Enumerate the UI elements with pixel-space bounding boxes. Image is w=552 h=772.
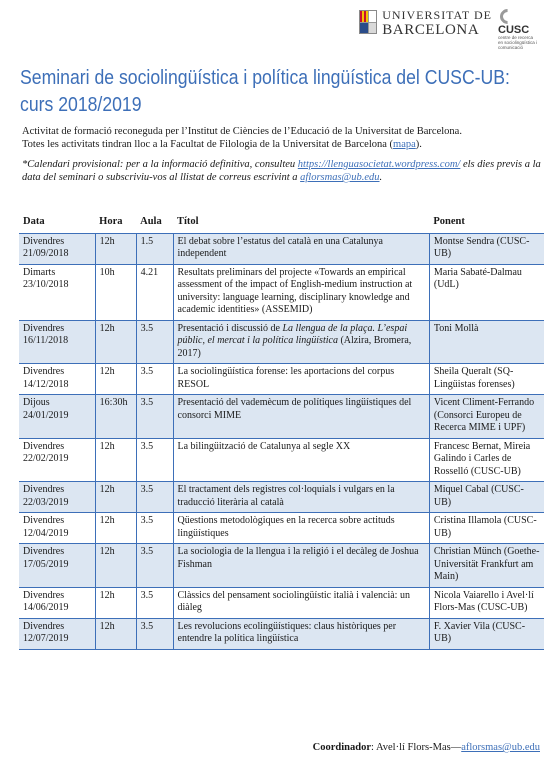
cell-ponent: Miquel Cabal (CUSC-UB) <box>429 482 544 513</box>
cell-hora: 12h <box>95 513 136 544</box>
table-row <box>19 233 544 264</box>
table-row <box>19 395 544 439</box>
titol-text: El debat sobre l’estatus del català en una Catalunya independent <box>177 235 383 259</box>
intro-line2 <box>22 138 540 151</box>
titol-text: Clàssics del pensament sociolingüístic italià i valencià: un diàleg <box>177 589 410 613</box>
header-logos <box>359 9 538 51</box>
table-header-row <box>19 213 544 233</box>
cell-ponent: Christian Münch (Goethe-Universität Frankfurt am Main) <box>429 544 544 588</box>
coordinator-line <box>313 742 540 753</box>
cell-aula: 1.5 <box>136 233 173 264</box>
cell-hora: 12h <box>95 438 136 482</box>
cell-aula: 3.5 <box>136 320 173 364</box>
cell-titol <box>173 364 429 395</box>
cell-ponent: Toni Mollà <box>429 320 544 364</box>
table-row <box>19 364 544 395</box>
cell-hora: 16:30h <box>95 395 136 439</box>
titol-text: Presentació i discussió de <box>177 322 283 334</box>
titol-text: Resultats preliminars del projecte «Towards an empirical assessment of the impact of English-medium instruction at university: language learning, disciplinary knowledge and academic identities» (ASSEMID) <box>177 266 413 315</box>
cusc-logo-name: CUSC <box>498 24 530 36</box>
cell-hora: 12h <box>95 482 136 513</box>
cell-date: Divendres 22/03/2019 <box>19 482 95 513</box>
cell-aula: 3.5 <box>136 618 173 649</box>
table-row <box>19 482 544 513</box>
coordinator-label: Coordinador <box>312 742 371 753</box>
cell-titol <box>173 587 429 618</box>
cell-hora: 12h <box>95 364 136 395</box>
cusc-logo-subtitle: centre de recerca en sociolingüística i comunicació <box>498 35 538 50</box>
cell-ponent: Nicola Vaiarello i Avel·lí Flors-Mas (CUSC-UB) <box>429 587 544 618</box>
cell-titol <box>173 513 429 544</box>
cell-ponent: Montse Sendra (CUSC-UB) <box>429 233 544 264</box>
table-row <box>19 618 544 649</box>
cell-aula: 3.5 <box>136 364 173 395</box>
cell-aula: 4.21 <box>136 264 173 320</box>
titol-text: Qüestions metodològiques en la recerca sobre actituds lingüístiques <box>177 515 395 539</box>
cell-titol <box>173 438 429 482</box>
titol-text-end: (Alzira, Bromera, 2017) <box>177 335 412 359</box>
cell-date: Divendres 17/05/2019 <box>19 544 95 588</box>
cell-titol <box>173 233 429 264</box>
map-link[interactable]: mapa <box>393 139 416 150</box>
cell-date: Divendres 12/04/2019 <box>19 513 95 544</box>
page-title: Seminari de sociolingüística i política lingüística del CUSC-UB: curs 2018/2019 <box>20 66 510 116</box>
cell-date: Divendres 21/09/2018 <box>19 233 95 264</box>
cell-hora: 12h <box>95 618 136 649</box>
ub-logo <box>359 9 492 38</box>
header-aula: Aula <box>136 213 173 233</box>
cell-titol <box>173 544 429 588</box>
table-row <box>19 513 544 544</box>
header-ponent: Ponent <box>429 213 544 233</box>
schedule-table <box>19 213 544 650</box>
header-titol: Títol <box>173 213 429 233</box>
cell-ponent: Sheila Queralt (SQ-Lingüistas forenses) <box>429 364 544 395</box>
cell-date: Divendres 14/06/2019 <box>19 587 95 618</box>
intro-line2-text: Totes les activitats tindran lloc a la Facultat de Filologia de la Universitat de Barcelona ( <box>22 139 394 150</box>
cell-aula: 3.5 <box>136 482 173 513</box>
cell-date: Divendres 14/12/2018 <box>19 364 95 395</box>
cell-aula: 3.5 <box>136 513 173 544</box>
note-text-1: *Calendari provisional: per a la informació definitiva, consulteu <box>22 159 298 170</box>
titol-book-title: La llengua de la plaça. L’espai públic, el mercat i la política lingüística <box>177 322 408 346</box>
provisional-note <box>22 158 544 184</box>
header-data: Data <box>19 213 95 233</box>
coordinator-email-link[interactable]: aflorsmas@ub.edu <box>461 742 540 753</box>
intro-line2-end: ). <box>415 139 422 150</box>
cell-ponent: Maria Sabaté-Dalmau (UdL) <box>429 264 544 320</box>
cell-ponent: Vicent Climent-Ferrando (Consorci Europeu de Recerca MIME i UPF) <box>429 395 544 439</box>
cell-titol <box>173 482 429 513</box>
table-row <box>19 438 544 482</box>
cell-hora: 12h <box>95 544 136 588</box>
titol-text: Les revolucions ecolingüístiques: claus històriques per entendre la política lingüística <box>177 620 397 644</box>
cell-ponent: Francesc Bernat, Mireia Galindo i Carles de Rosselló (CUSC-UB) <box>429 438 544 482</box>
table-row <box>19 320 544 364</box>
cell-hora: 12h <box>95 587 136 618</box>
table-row <box>19 264 544 320</box>
titol-text: La bilingüització de Catalunya al segle XX <box>177 440 351 452</box>
titol-text: La sociologia de la llengua i la religió i el decàleg de Joshua Fishman <box>177 546 419 570</box>
ub-logo-line1: UNIVERSITAT DE <box>382 8 492 22</box>
cell-titol <box>173 618 429 649</box>
titol-text: El tractament dels registres col·loquials i vulgars en la traducció literària al català <box>177 484 395 508</box>
titol-text: Presentació del vademècum de polítiques lingüístiques del consorci MIME <box>177 397 412 421</box>
cell-date: Dimarts 23/10/2018 <box>19 264 95 320</box>
cell-hora: 10h <box>95 264 136 320</box>
cell-aula: 3.5 <box>136 544 173 588</box>
header-hora: Hora <box>95 213 136 233</box>
intro-line1: Activitat de formació reconeguda per l’Institut de Ciències de l’Educació de la Universitat de Barcelona. <box>22 126 462 137</box>
cell-date: Divendres 12/07/2019 <box>19 618 95 649</box>
website-link[interactable]: https://llenguasocietat.wordpress.com/ <box>297 159 461 170</box>
cell-titol <box>173 320 429 364</box>
ub-shield-icon <box>359 10 377 34</box>
cell-hora: 12h <box>95 320 136 364</box>
ub-logo-line2: BARCELONA <box>382 22 480 38</box>
table-row <box>19 587 544 618</box>
cusc-logo <box>498 9 538 51</box>
cell-ponent: F. Xavier Vila (CUSC-UB) <box>429 618 544 649</box>
note-text-3: . <box>379 172 383 183</box>
cell-aula: 3.5 <box>136 587 173 618</box>
cell-aula: 3.5 <box>136 438 173 482</box>
table-row <box>19 544 544 588</box>
titol-text: La sociolingüística forense: les aportacions del corpus RESOL <box>177 366 395 390</box>
cell-date: Divendres 16/11/2018 <box>19 320 95 364</box>
coordinator-name: : Avel·lí Flors-Mas— <box>370 742 462 753</box>
cell-date: Dijous 24/01/2019 <box>19 395 95 439</box>
email-link[interactable]: aflorsmas@ub.edu <box>300 172 380 183</box>
cell-date: Divendres 22/02/2019 <box>19 438 95 482</box>
note-text-2: els dies previs a la data del seminari o subscriviu-vos al llistat de correus escrivint a <box>22 159 541 183</box>
cell-ponent: Cristina Illamola (CUSC-UB) <box>429 513 544 544</box>
cell-titol <box>173 395 429 439</box>
cell-hora: 12h <box>95 233 136 264</box>
cell-aula: 3.5 <box>136 395 173 439</box>
cell-titol <box>173 264 429 320</box>
intro-text <box>22 125 540 151</box>
